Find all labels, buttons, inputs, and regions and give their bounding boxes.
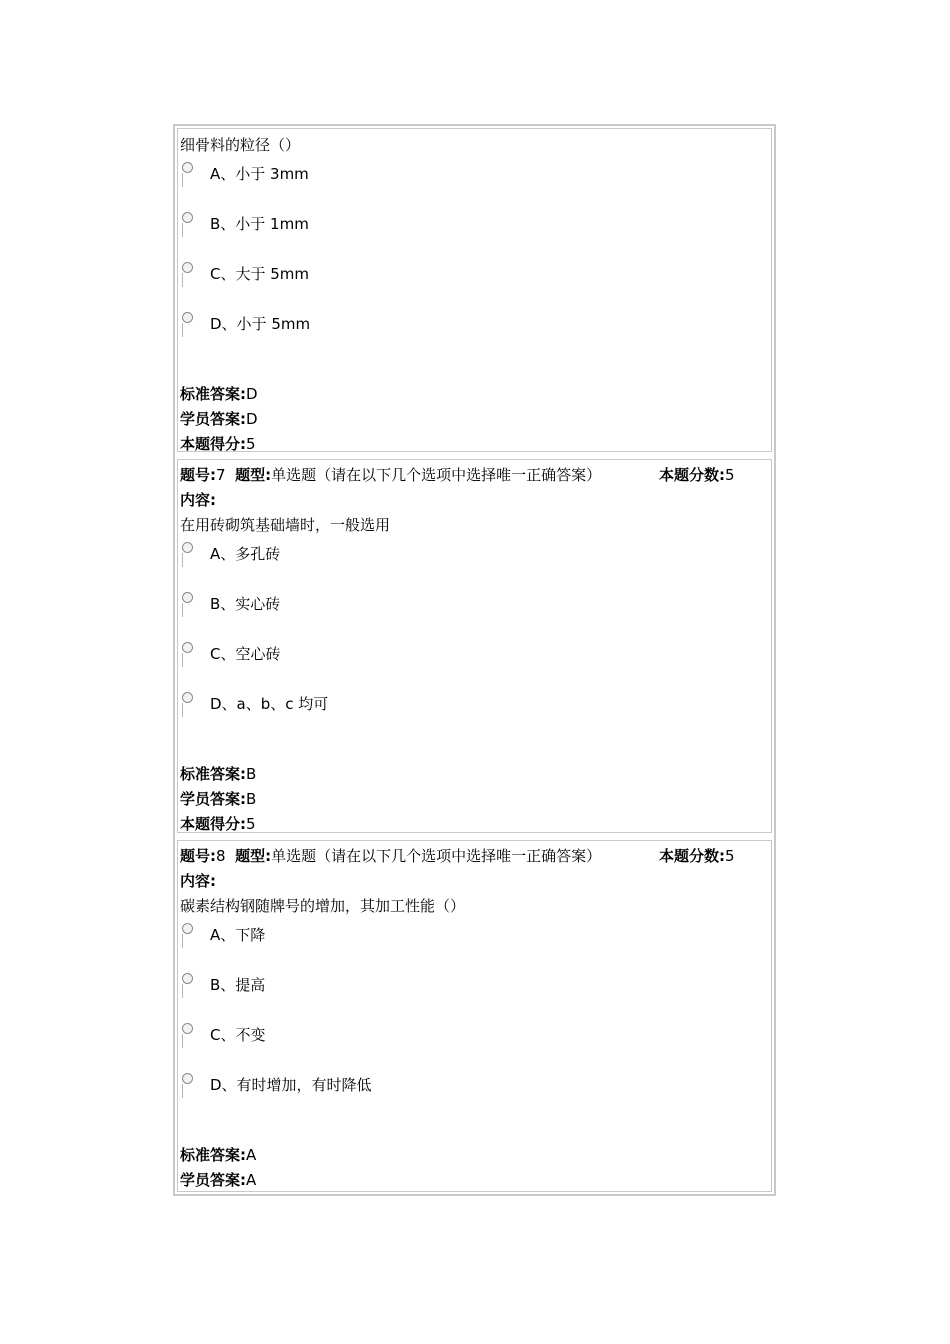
question-header: 题号:7 题型:单选题（请在以下几个选项中选择唯一正确答案） xyxy=(180,466,602,484)
option-label: D、小于 5mm xyxy=(210,315,311,333)
radio-button[interactable] xyxy=(182,212,193,223)
radio-button[interactable] xyxy=(182,692,193,703)
radio-button[interactable] xyxy=(182,1073,193,1084)
question-points: 本题分数:5 xyxy=(659,847,735,865)
radio-button[interactable] xyxy=(182,973,193,984)
option-label: C、不变 xyxy=(210,1026,266,1044)
option-label: D、a、b、c 均可 xyxy=(210,695,329,713)
radio-button[interactable] xyxy=(182,162,193,173)
option-label: A、多孔砖 xyxy=(210,545,281,563)
option-label: C、大于 5mm xyxy=(210,265,310,283)
option-label: A、小于 3mm xyxy=(210,165,309,183)
option-label: B、小于 1mm xyxy=(210,215,309,233)
question-score: 本题得分:5 xyxy=(180,815,256,833)
content-label: 内容: xyxy=(180,491,216,509)
standard-answer: 标准答案:B xyxy=(180,765,257,783)
radio-button[interactable] xyxy=(182,592,193,603)
radio-button[interactable] xyxy=(182,542,193,553)
radio-button[interactable] xyxy=(182,312,193,323)
question-text: 碳素结构钢随牌号的增加，其加工性能（） xyxy=(180,897,466,915)
standard-answer: 标准答案:D xyxy=(180,385,258,403)
option-label: B、实心砖 xyxy=(210,595,281,613)
question-score: 本题得分:5 xyxy=(180,435,256,453)
radio-button[interactable] xyxy=(182,642,193,653)
question-block-8 xyxy=(177,840,772,1192)
option-label: A、下降 xyxy=(210,926,266,944)
question-text: 细骨料的粒径（） xyxy=(180,136,301,154)
question-block-7 xyxy=(177,459,772,833)
student-answer: 学员答案:B xyxy=(180,790,257,808)
content-label: 内容: xyxy=(180,872,216,890)
option-label: C、空心砖 xyxy=(210,645,281,663)
student-answer: 学员答案:D xyxy=(180,410,258,428)
option-label: D、有时增加，有时降低 xyxy=(210,1076,372,1094)
option-label: B、提高 xyxy=(210,976,266,994)
standard-answer: 标准答案:A xyxy=(180,1146,257,1164)
radio-button[interactable] xyxy=(182,262,193,273)
question-block-6 xyxy=(177,128,772,452)
radio-button[interactable] xyxy=(182,923,193,934)
question-text: 在用砖砌筑基础墙时，一般选用 xyxy=(180,516,391,534)
exam-result-sheet xyxy=(173,124,776,1196)
radio-button[interactable] xyxy=(182,1023,193,1034)
student-answer: 学员答案:A xyxy=(180,1171,257,1189)
question-header: 题号:8 题型:单选题（请在以下几个选项中选择唯一正确答案） xyxy=(180,847,602,865)
question-points: 本题分数:5 xyxy=(659,466,735,484)
